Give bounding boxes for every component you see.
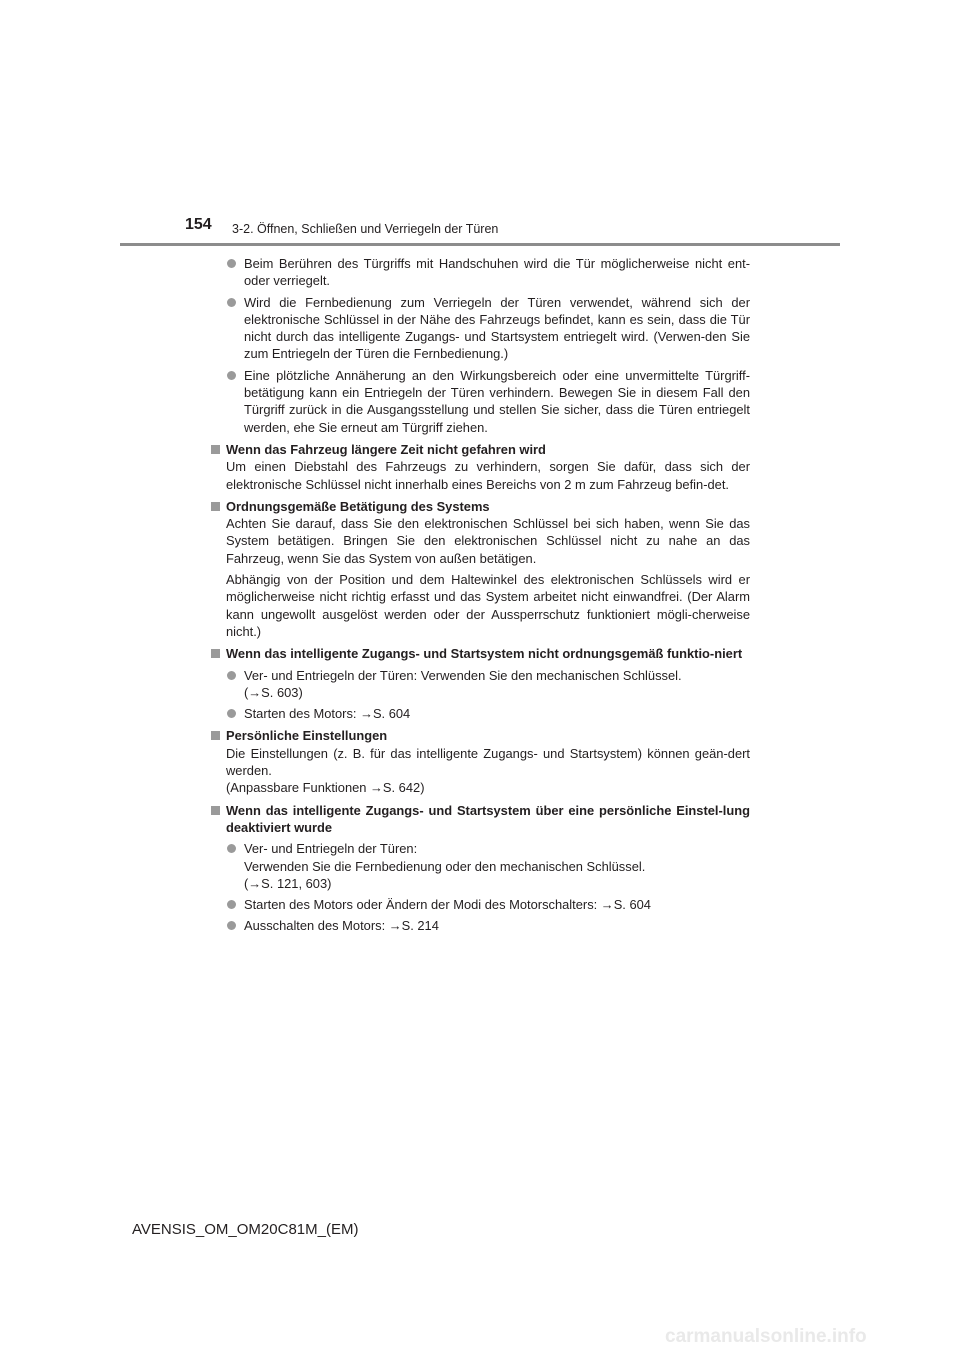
paragraph: Um einen Diebstahl des Fahrzeugs zu verhindern, sorgen Sie dafür, dass sich der elektronische Schlüssel nicht innerhalb eines Bereichs von 2 m zum Fahrzeug befin-det. bbox=[226, 459, 750, 492]
watermark: carmanualsonline.info bbox=[665, 1326, 867, 1347]
section-heading bbox=[210, 498, 750, 515]
bullet-item bbox=[226, 896, 750, 913]
bullet-item bbox=[226, 367, 750, 436]
bullet-text: Ausschalten des Motors: →S. 214 bbox=[244, 918, 439, 934]
paragraph: Achten Sie darauf, dass Sie den elektronischen Schlüssel bei sich haben, wenn Sie das System betätigen. Bringen Sie den elektronischen Schlüssel nicht zu nahe an das Fahrzeug, wenn Sie das System von außen betätigen. bbox=[226, 516, 750, 566]
square-bullet-icon bbox=[211, 731, 220, 740]
page-reference: (→S. 603) bbox=[244, 684, 303, 700]
bullet-item bbox=[226, 840, 750, 892]
bullet-text: Beim Berühren des Türgriffs mit Handschuhen wird die Tür möglicherweise nicht ent-oder verriegelt. bbox=[244, 256, 750, 289]
bullet-text: Starten des Motors oder Ändern der Modi des Motorschalters: →S. 604 bbox=[244, 897, 651, 913]
page-reference: (Anpassbare Funktionen →S. 642) bbox=[226, 780, 425, 796]
paragraph: Abhängig von der Position und dem Haltewinkel des elektronischen Schlüssels wird er möglicherweise nicht richtig erfasst und das System arbeitet nicht einwandfrei. (Der Alarm kann ungewollt ausgelöst werden oder der Aussperrschutz funktioniert mögli-cherweise nicht.) bbox=[226, 572, 750, 639]
bullet-text: Eine plötzliche Annäherung an den Wirkungsbereich oder eine unvermittelte Türgriff-betätigung kann ein Entriegeln der Türen verhindern. Bewegen Sie in diesem Fall den Türgriff zurück in die Ausgangsstellung und stellen Sie sicher, dass die Türen entriegelt werden, ehe Sie erneut am Türgriff ziehen. bbox=[244, 367, 750, 435]
square-bullet-icon bbox=[211, 502, 220, 511]
page-number: 154 bbox=[185, 216, 212, 233]
bullet-text: Verwenden Sie die Fernbedienung oder den mechanischen Schlüssel. bbox=[244, 858, 646, 874]
bullet-item bbox=[226, 294, 750, 363]
bullet-dot-icon bbox=[227, 844, 236, 853]
page-content bbox=[210, 255, 750, 935]
heading-text: Wenn das Fahrzeug längere Zeit nicht gefahren wird bbox=[226, 441, 546, 457]
bullet-dot-icon bbox=[227, 671, 236, 680]
bullet-text: Starten des Motors: →S. 604 bbox=[244, 706, 411, 722]
section-title: 3-2. Öffnen, Schließen und Verriegeln der Türen bbox=[232, 222, 499, 236]
section-heading bbox=[210, 645, 750, 662]
heading-text: Persönliche Einstellungen bbox=[226, 728, 388, 744]
bullet-text: Ver- und Entriegeln der Türen: bbox=[244, 841, 418, 857]
document-code: AVENSIS_OM_OM20C81M_(EM) bbox=[132, 1221, 359, 1238]
square-bullet-icon bbox=[211, 806, 220, 815]
bullet-item bbox=[226, 255, 750, 290]
bullet-dot-icon bbox=[227, 259, 236, 268]
bullet-dot-icon bbox=[227, 921, 236, 930]
bullet-dot-icon bbox=[227, 900, 236, 909]
page-reference: (→S. 121, 603) bbox=[244, 875, 332, 891]
section-heading bbox=[210, 727, 750, 744]
section-heading bbox=[210, 441, 750, 458]
paragraph: Die Einstellungen (z. B. für das intelligente Zugangs- und Startsystem) können geän-dert werden. bbox=[226, 745, 750, 779]
bullet-item bbox=[226, 705, 750, 722]
bullet-item bbox=[226, 917, 750, 934]
heading-text: Wenn das intelligente Zugangs- und Startsystem nicht ordnungsgemäß funktio-niert bbox=[226, 646, 743, 662]
section-heading bbox=[210, 802, 750, 837]
square-bullet-icon bbox=[211, 649, 220, 658]
bullet-item bbox=[226, 667, 750, 702]
bullet-text: Ver- und Entriegeln der Türen: Verwenden Sie den mechanischen Schlüssel. bbox=[244, 667, 682, 683]
heading-text: Wenn das intelligente Zugangs- und Startsystem über eine persönliche Einstel-lung deaktiviert wurde bbox=[226, 802, 750, 835]
bullet-dot-icon bbox=[227, 371, 236, 380]
header-divider bbox=[120, 243, 840, 246]
square-bullet-icon bbox=[211, 445, 220, 454]
bullet-text: Wird die Fernbedienung zum Verriegeln der Türen verwendet, während sich der elektronische Schlüssel in der Nähe des Fahrzeugs befindet, kann es sein, dass die Tür nicht durch das intelligente Zugangs- und Startsystem entriegelt wird. (Verwen-den Sie zum Entriegeln der Türen die Fernbedienung.) bbox=[244, 294, 750, 362]
bullet-dot-icon bbox=[227, 298, 236, 307]
bullet-dot-icon bbox=[227, 709, 236, 718]
heading-text: Ordnungsgemäße Betätigung des Systems bbox=[226, 498, 490, 514]
